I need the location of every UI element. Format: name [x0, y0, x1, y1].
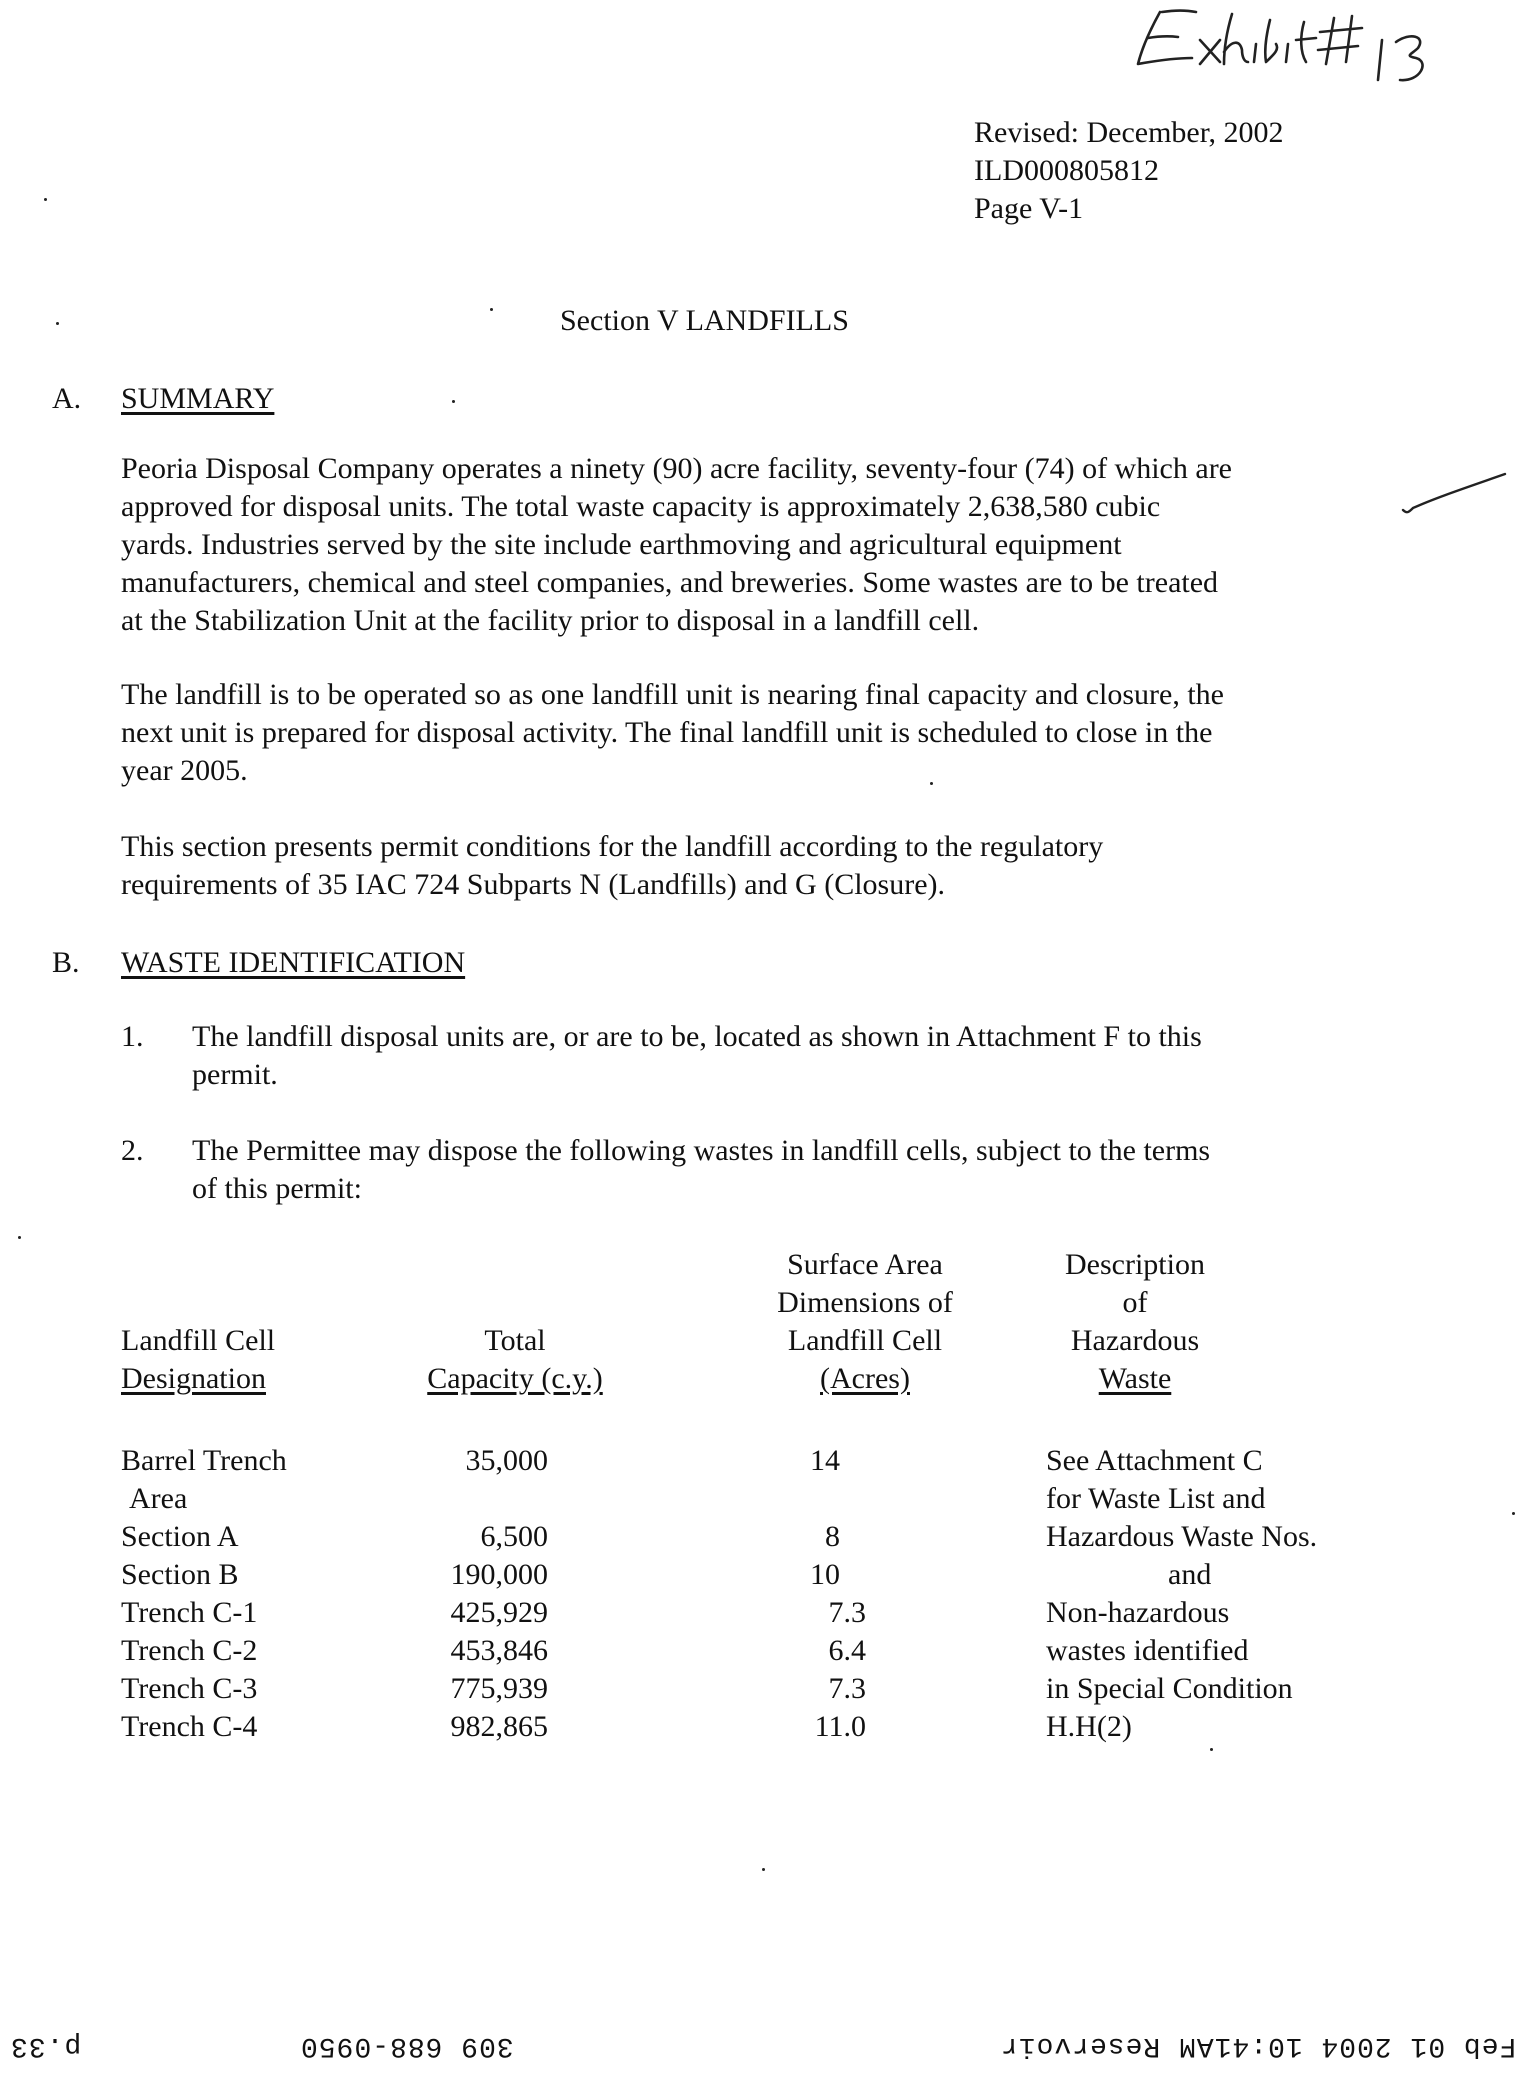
header-line: Hazardous: [1070, 1324, 1200, 1357]
description-line: Hazardous Waste Nos.: [1046, 1520, 1318, 1553]
description-line: in Special Condition: [1046, 1672, 1293, 1705]
table-cell: Section A: [121, 1520, 239, 1553]
scan-speck: [762, 1868, 765, 1871]
item-line: The landfill disposal units are, or are to be, located as shown in Attachment F to this: [192, 1020, 1202, 1053]
table-cell: 11.0: [814, 1710, 866, 1743]
table-cell: 425,929: [450, 1596, 548, 1629]
table-cell: 190,000: [450, 1558, 548, 1591]
header-line: (Acres): [820, 1362, 910, 1395]
summary-marker: A.: [52, 382, 82, 415]
summary-paragraph-1: [121, 450, 1232, 640]
paragraph-line: at the Stabilization Unit at the facility prior to disposal in a landfill cell.: [121, 604, 980, 637]
table-cell: 14: [810, 1444, 840, 1477]
header-line: Dimensions of: [777, 1286, 953, 1319]
fax-footer-page: p.33: [10, 2030, 82, 2061]
table-cell: 10: [810, 1558, 840, 1591]
header-line: Capacity (c.y.): [427, 1362, 603, 1395]
capacity-column: [410, 1442, 548, 1746]
fax-footer-phone: 309 688-0950: [300, 2030, 514, 2061]
table-cell: 982,865: [450, 1710, 548, 1743]
table-cell: Area: [129, 1482, 188, 1515]
paragraph-line: requirements of 35 IAC 724 Subparts N (Landfills) and G (Closure).: [121, 868, 946, 901]
waste-id-heading: WASTE IDENTIFICATION: [121, 946, 466, 979]
scan-speck: [1210, 1748, 1213, 1751]
table-cell: 7.3: [828, 1596, 866, 1629]
header-line: Total: [484, 1324, 546, 1357]
designation-column: [121, 1442, 287, 1746]
description-line: H.H(2): [1046, 1710, 1132, 1743]
header-line: Landfill Cell: [121, 1324, 276, 1357]
col-header-designation: [121, 1322, 275, 1398]
table-cell: 775,939: [450, 1672, 548, 1705]
item-2-text: [192, 1132, 1210, 1208]
table-cell: 35,000: [465, 1444, 548, 1477]
table-cell: Section B: [121, 1558, 239, 1591]
paragraph-line: The landfill is to be operated so as one landfill unit is nearing final capacity and closure, the: [121, 678, 1224, 711]
description-line: and: [1168, 1558, 1212, 1591]
item-2-number: 2.: [121, 1134, 144, 1167]
paragraph-line: Peoria Disposal Company operates a ninety (90) acre facility, seventy-four (74) of which are: [121, 452, 1232, 485]
summary-paragraph-3: [121, 828, 1103, 904]
table-cell-spacer: [780, 1480, 866, 1518]
header-line: Designation: [121, 1362, 266, 1395]
paragraph-line: approved for disposal units. The total waste capacity is approximately 2,638,580 cubic: [121, 490, 1161, 523]
acres-column: [780, 1442, 866, 1746]
scan-speck: [56, 322, 59, 325]
handwritten-check-mark: [1395, 470, 1515, 520]
description-column: [1046, 1442, 1317, 1746]
description-line: for Waste List and: [1046, 1482, 1266, 1515]
scan-speck: [44, 198, 47, 201]
description-line: See Attachment C: [1046, 1444, 1263, 1477]
item-line: permit.: [192, 1058, 278, 1091]
table-cell: Trench C-4: [121, 1710, 258, 1743]
scan-speck: [490, 308, 493, 311]
scan-speck: [1512, 1512, 1515, 1515]
description-line: wastes identified: [1046, 1634, 1249, 1667]
waste-id-marker: B.: [52, 946, 80, 979]
summary-heading: SUMMARY: [121, 382, 275, 415]
scan-speck: [930, 782, 933, 785]
header-line: Landfill Cell: [787, 1324, 943, 1357]
table-cell: Trench C-2: [121, 1634, 258, 1667]
handwritten-exhibit-note: [1120, 0, 1480, 95]
summary-paragraph-2: [121, 676, 1224, 790]
paragraph-line: This section presents permit conditions for the landfill according to the regulatory: [121, 830, 1104, 863]
table-cell-spacer: [410, 1480, 548, 1518]
paragraph-line: next unit is prepared for disposal activity. The final landfill unit is scheduled to close in the: [121, 716, 1213, 749]
page-number: Page V-1: [974, 192, 1084, 225]
paragraph-line: year 2005.: [121, 754, 248, 787]
scan-speck: [452, 400, 455, 403]
item-1-number: 1.: [121, 1020, 144, 1053]
table-cell: Barrel Trench: [121, 1444, 287, 1477]
col-header-capacity: [410, 1322, 620, 1398]
item-line: The Permittee may dispose the following wastes in landfill cells, subject to the terms: [192, 1134, 1211, 1167]
table-cell: 6.4: [828, 1634, 866, 1667]
header-line: Description: [1065, 1248, 1205, 1281]
paragraph-line: manufacturers, chemical and steel companies, and breweries. Some wastes are to be treated: [121, 566, 1219, 599]
description-line: Non-hazardous: [1046, 1596, 1230, 1629]
table-cell: 8: [825, 1520, 840, 1553]
table-cell: 7.3: [828, 1672, 866, 1705]
revised-date: Revised: December, 2002: [974, 116, 1284, 149]
table-cell: 453,846: [450, 1634, 548, 1667]
col-header-acres: [760, 1246, 970, 1398]
item-line: of this permit:: [192, 1172, 362, 1205]
scan-speck: [18, 1236, 21, 1239]
paragraph-line: yards. Industries served by the site include earthmoving and agricultural equipment: [121, 528, 1122, 561]
header-line: of: [1122, 1286, 1148, 1319]
section-title: Section V LANDFILLS: [560, 304, 849, 337]
table-cell: Trench C-1: [121, 1596, 258, 1629]
table-cell: Trench C-3: [121, 1672, 258, 1705]
col-header-description: [1040, 1246, 1230, 1398]
header-line: Surface Area: [787, 1248, 943, 1281]
item-1-text: [192, 1018, 1202, 1094]
document-id: ILD000805812: [974, 154, 1159, 187]
header-line: Waste: [1098, 1362, 1172, 1395]
table-cell: 6,500: [480, 1520, 548, 1553]
fax-footer-timestamp: Feb 01 2004 10:41AM Reservoir: [1000, 2030, 1517, 2061]
